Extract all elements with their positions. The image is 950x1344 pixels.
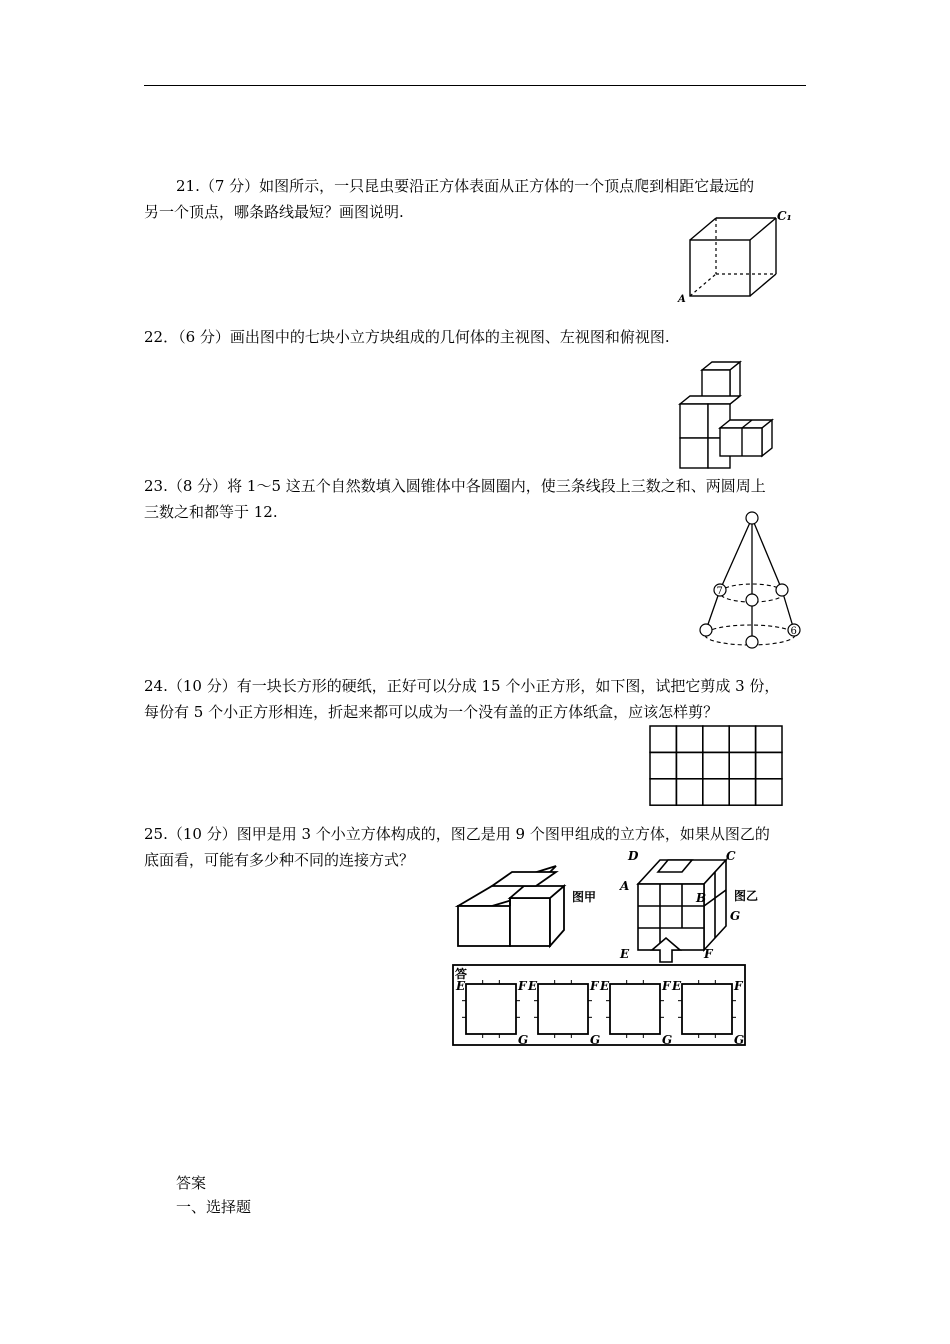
q23-text-line1: 23.（8 分）将 1～5 这五个自然数填入圆锥体中各圆圈内，使三条线段上三数之和、两圆周上 [144,477,766,495]
label-answer: 答 [455,967,468,981]
q22-text-line1: 22．（6 分）画出图中的七块小立方块组成的几何体的主视图、左视图和俯视图. [144,328,670,346]
svg-text:G: G [730,909,741,923]
grid-cell [676,779,702,805]
label-e: E [672,979,682,993]
label-a: A [678,294,686,305]
grid-cell [650,752,676,778]
grid-cell [756,726,782,752]
grid-cell [703,726,729,752]
label-f: F [590,979,599,993]
q25-figure-jia [452,866,597,936]
label-g: G [662,1033,673,1047]
label-g: G [518,1033,529,1047]
grid-cell [703,752,729,778]
label-yi: 图乙 [734,889,759,903]
label-c1: C₁ [777,209,792,223]
q22-blocks-figure [676,360,776,472]
svg-text:F: F [704,947,713,961]
label-6: 6 [790,626,797,637]
label-g: G [734,1033,745,1047]
grid-cell [703,779,729,805]
q21-text-line1: 21.（7 分）如图所示，一只昆虫要沿正方体表面从正方体的一个顶点爬到相距它最远的 [176,177,755,195]
grid-cell [650,779,676,805]
label-g: G [590,1033,601,1047]
label-e: E [528,979,538,993]
svg-text:B: B [696,891,707,905]
grid-cell [729,779,755,805]
label-e: E [600,979,610,993]
grid-cell [676,726,702,752]
q21-cube-figure [676,210,806,305]
svg-text:E: E [620,947,630,961]
grid-cell [729,726,755,752]
q25-text-line1: 25.（10 分）图甲是用 3 个小立方体构成的，图乙是用 9 个图甲组成的立方体，如果从图乙的 [144,825,770,843]
label-e: E [456,979,466,993]
q23-text-line2: 三数之和都等于 12. [144,503,278,521]
header-rule [144,85,806,86]
q24-text-line2: 每份有 5 个小正方形相连，折起来都可以成为一个没有盖的正方体纸盒，应该怎样剪？ [144,703,719,721]
label-jia: 图甲 [572,890,597,904]
q23-cone-figure [690,508,810,648]
grid-cell [676,752,702,778]
grid-cell [756,779,782,805]
label-f: F [662,979,671,993]
label-f: F [518,979,527,993]
answer-heading: 答案 [176,1174,207,1192]
grid-cell [650,726,676,752]
q21-text-line2: 另一个顶点，哪条路线最短？画图说明. [144,203,404,221]
svg-text:C: C [726,849,736,863]
label-f: F [734,979,743,993]
svg-text:A: A [620,879,630,893]
q25-answer-panel [452,964,748,1048]
svg-text:D: D [628,849,639,863]
q25-text-line2: 底面看，可能有多少种不同的连接方式？ [144,851,415,869]
grid-cell [756,752,782,778]
q25-figure-yi [620,846,780,966]
cone-apex-circle [746,512,758,524]
grid-cell [729,752,755,778]
q24-text-line1: 24.（10 分）有一块长方形的硬纸，正好可以分成 15 个小正方形，如下图，试把它剪成 3 份， [144,677,780,695]
answer-section1: 一、选择题 [176,1198,252,1216]
q24-grid-figure [648,724,784,806]
label-7: 7 [716,586,723,597]
